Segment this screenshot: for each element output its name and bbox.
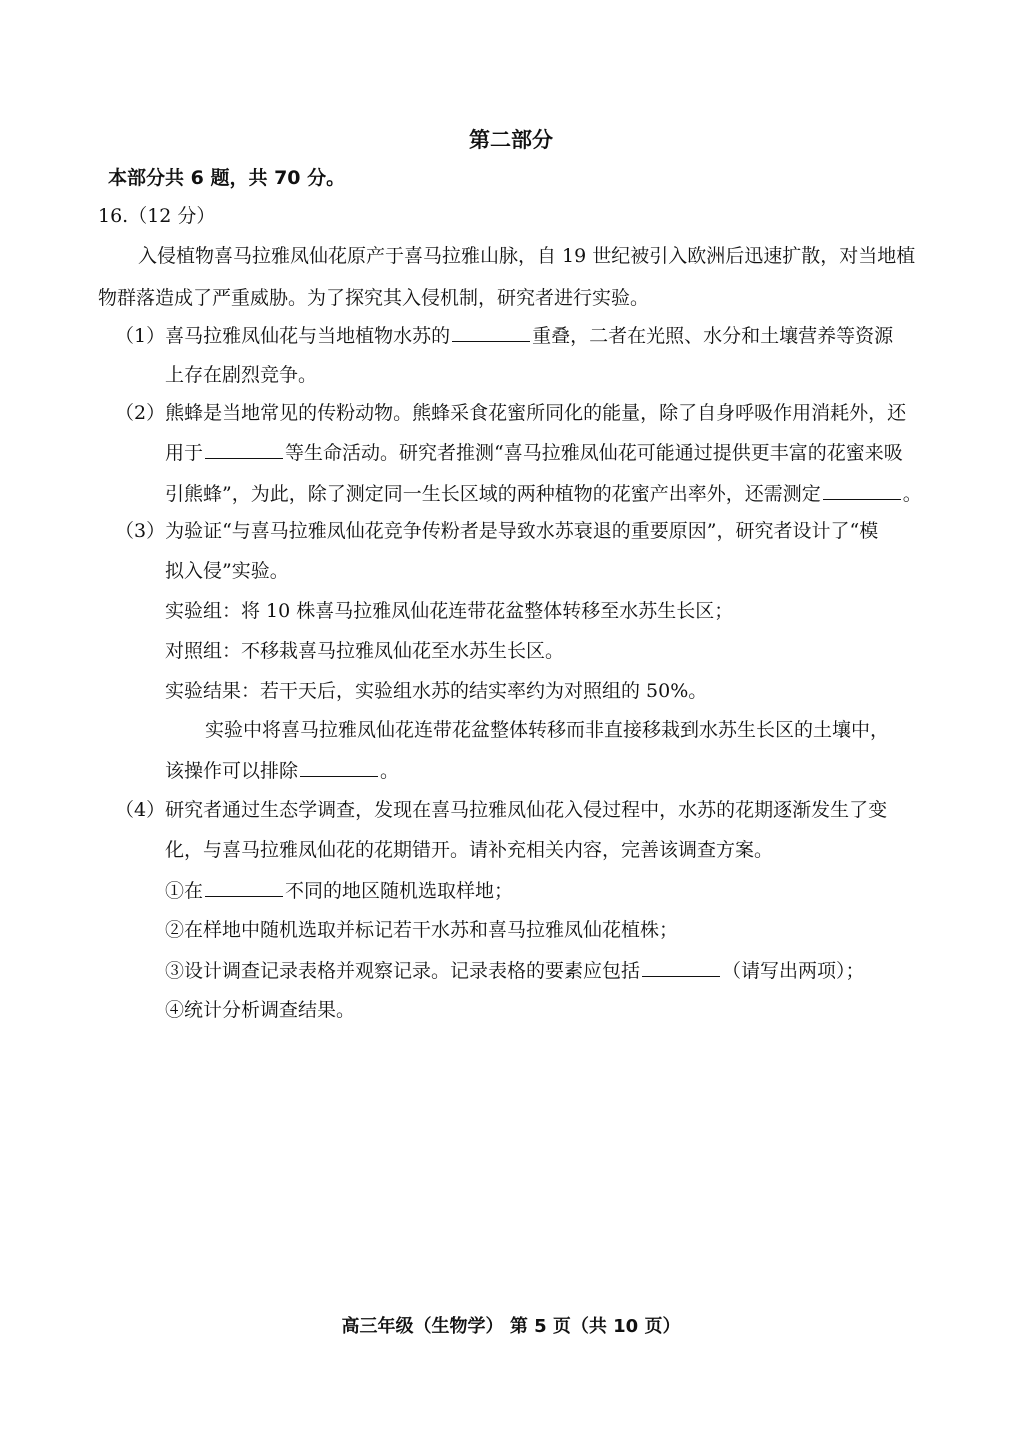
part-2-line-3 <box>165 481 922 506</box>
intro-line-1: 入侵植物喜马拉雅凤仙花原产于喜马拉雅山脉，自 19 世纪被引入欧洲后迅速扩散，对当地植 <box>138 245 916 267</box>
step-3-text-b: （请写出两项）； <box>722 960 865 982</box>
step-4: ④统计分析调查结果。 <box>165 999 356 1021</box>
section-note: 本部分共 6 题，共 70 分。 <box>108 167 346 189</box>
part-1-text-a: （1）喜马拉雅凤仙花与当地植物水苏的 <box>115 325 451 347</box>
answer-blank-2[interactable] <box>205 440 283 459</box>
step-3 <box>165 958 865 983</box>
answer-blank-4[interactable] <box>300 758 378 777</box>
part-1-text-b: 重叠，二者在光照、水分和土壤营养等资源 <box>532 325 894 347</box>
step-1-text-b: 不同的地区随机选取样地； <box>285 880 514 902</box>
control-group: 对照组：不移栽喜马拉雅凤仙花至水苏生长区。 <box>165 640 565 662</box>
part-2-text-d: 引熊蜂”，为此，除了测定同一生长区域的两种植物的花蜜产出率外，还需测定 <box>165 483 821 505</box>
answer-blank-3[interactable] <box>823 481 901 500</box>
intro-line-2: 物群落造成了严重威胁。为了探究其入侵机制，研究者进行实验。 <box>98 287 650 309</box>
part-4-line-2: 化，与喜马拉雅凤仙花的花期错开。请补充相关内容，完善该调查方案。 <box>165 839 774 861</box>
step-1-text-a: ①在 <box>165 880 204 902</box>
page-footer: 高三年级（生物学） 第 5 页（共 10 页） <box>341 1316 681 1337</box>
part-2-line-2 <box>165 440 903 465</box>
step-1 <box>165 878 513 903</box>
part-2-line-1: （2）熊蜂是当地常见的传粉动物。熊蜂采食花蜜所同化的能量，除了自身呼吸作用消耗外，还 <box>115 402 907 424</box>
answer-blank-5[interactable] <box>205 878 283 897</box>
part-3-question-line-2 <box>165 758 399 783</box>
part-3-line-1: （3）为验证“与喜马拉雅凤仙花竞争传粉者是导致水苏衰退的重要原因”，研究者设计了“模 <box>115 520 879 542</box>
part-2-text-e: 。 <box>902 483 922 505</box>
answer-blank-1[interactable] <box>452 323 530 342</box>
part-3-question-line-1: 实验中将喜马拉雅凤仙花连带花盆整体转移而非直接移栽到水苏生长区的土壤中， <box>205 719 890 741</box>
step-2: ②在样地中随机选取并标记若干水苏和喜马拉雅凤仙花植株； <box>165 919 679 941</box>
part-2-text-c: 等生命活动。研究者推测“喜马拉雅凤仙花可能通过提供更丰富的花蜜来吸 <box>285 442 903 464</box>
part-1-line-1 <box>115 323 893 348</box>
experiment-group: 实验组：将 10 株喜马拉雅凤仙花连带花盆整体转移至水苏生长区； <box>165 600 734 622</box>
question-number: 16.（12 分） <box>98 205 216 227</box>
part-4-line-1: （4）研究者通过生态学调查，发现在喜马拉雅凤仙花入侵过程中，水苏的花期逐渐发生了变 <box>115 799 888 821</box>
step-3-text-a: ③设计调查记录表格并观察记录。记录表格的要素应包括 <box>165 960 641 982</box>
part-3-text-q3: 。 <box>380 760 400 782</box>
part-2-text-b: 用于 <box>165 442 204 464</box>
part-1-line-2: 上存在剧烈竞争。 <box>165 364 318 386</box>
part-3-line-2: 拟入侵”实验。 <box>165 560 289 582</box>
answer-blank-6[interactable] <box>642 958 720 977</box>
section-title: 第二部分 <box>469 128 553 152</box>
experiment-result: 实验结果：若干天后，实验组水苏的结实率约为对照组的 50%。 <box>165 680 708 702</box>
part-3-text-q2: 该操作可以排除 <box>165 760 299 782</box>
